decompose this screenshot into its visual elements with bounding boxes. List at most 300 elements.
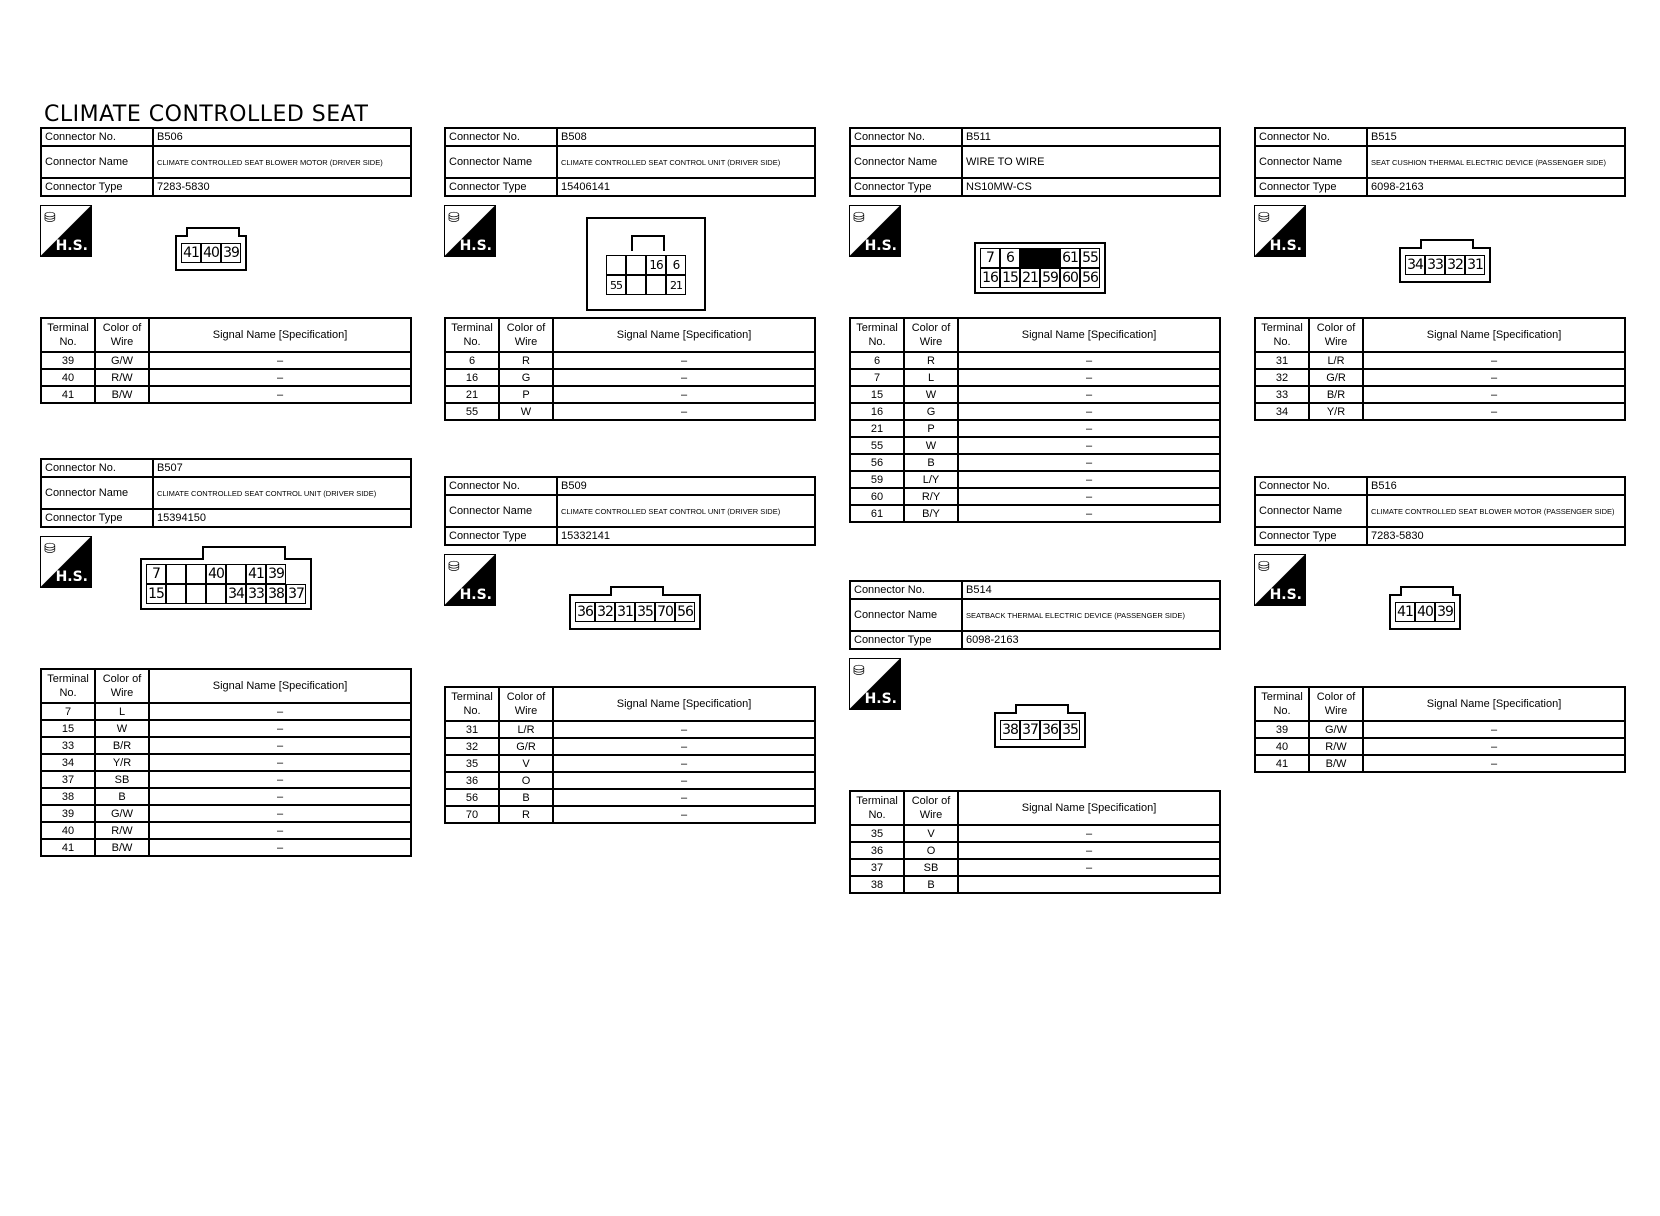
connector-latch [631, 235, 665, 251]
pin-cell: 61 [1060, 248, 1080, 268]
wire-color-cell: B/R [95, 737, 149, 754]
terminal-no-header: Terminal No. [41, 318, 95, 352]
table-row [41, 754, 411, 771]
signal-name-cell: – [958, 386, 1220, 403]
table-row [445, 403, 815, 420]
signal-name-header: Signal Name [Specification] [553, 318, 815, 352]
wire-color-cell: W [904, 386, 958, 403]
terminal-no-header: Terminal No. [1255, 687, 1309, 721]
terminal-table [444, 686, 816, 824]
terminal-no-cell: 32 [445, 738, 499, 755]
connector-block-b516 [1254, 476, 1626, 770]
terminal-no-cell: 59 [850, 471, 904, 488]
pin-cell [1020, 248, 1040, 268]
connector-no-label: Connector No. [850, 128, 962, 146]
pin-cell: 16 [980, 268, 1000, 288]
connector-type-value: 15406141 [557, 178, 815, 196]
terminal-no-cell: 33 [41, 737, 95, 754]
signal-name-cell: – [149, 720, 411, 737]
table-row [850, 471, 1220, 488]
pin-cell: 35 [1060, 720, 1080, 740]
connector-info-table [40, 458, 412, 528]
pin-row [996, 714, 1084, 746]
terminal-no-cell: 32 [1255, 369, 1309, 386]
harness-side-icon [40, 205, 92, 257]
signal-name-cell: – [149, 771, 411, 788]
terminal-no-cell: 35 [850, 825, 904, 842]
signal-name-cell: – [149, 369, 411, 386]
connector-type-label: Connector Type [1255, 527, 1367, 545]
signal-name-cell: – [553, 352, 815, 369]
connector-no-value: B509 [557, 477, 815, 495]
signal-name-cell [958, 876, 1220, 893]
table-row [41, 737, 411, 754]
signal-name-cell: – [958, 369, 1220, 386]
signal-name-cell: – [958, 454, 1220, 471]
table-row [1255, 386, 1625, 403]
pin-cell [606, 255, 626, 275]
connector-no-label: Connector No. [850, 581, 962, 599]
pin-cell: 40 [206, 564, 226, 584]
wire-color-cell: SB [904, 859, 958, 876]
wire-color-cell: G/W [95, 805, 149, 822]
connector-type-value: 7283-5830 [153, 178, 411, 196]
connector-info-table [1254, 476, 1626, 546]
connector-diagram [140, 558, 312, 610]
connector-diagram [569, 594, 701, 630]
pin-cell: 34 [226, 584, 246, 604]
terminal-no-header: Terminal No. [850, 318, 904, 352]
connector-plug-icon: ⛁ [44, 540, 56, 556]
terminal-no-cell: 41 [41, 386, 95, 403]
terminal-no-cell: 15 [41, 720, 95, 737]
connector-name-label: Connector Name [850, 599, 962, 631]
harness-side-icon [444, 205, 496, 257]
signal-name-cell: – [1363, 403, 1625, 420]
color-of-wire-header: Color of Wire [904, 791, 958, 825]
page-title: CLIMATE CONTROLLED SEAT [44, 102, 369, 127]
wire-color-cell: B [95, 788, 149, 805]
wire-color-cell: V [904, 825, 958, 842]
connector-block-b506 [40, 127, 412, 401]
table-row [445, 738, 815, 755]
signal-name-cell: – [149, 839, 411, 856]
pin-row [571, 596, 699, 628]
terminal-no-header: Terminal No. [445, 318, 499, 352]
connector-info-table [849, 580, 1221, 650]
pin-cell: 41 [246, 564, 266, 584]
pin-cell: 6 [1000, 248, 1020, 268]
signal-name-cell: – [149, 737, 411, 754]
table-row [850, 505, 1220, 522]
connector-latch [1420, 239, 1474, 249]
connector-name-label: Connector Name [1255, 146, 1367, 178]
signal-name-cell: – [553, 403, 815, 420]
connector-latch [1400, 586, 1454, 596]
table-row [41, 805, 411, 822]
pin-row [1391, 596, 1459, 628]
terminal-table [1254, 686, 1626, 773]
hs-label: H.S. [55, 569, 88, 585]
pin-cell: 60 [1060, 268, 1080, 288]
terminal-table [40, 668, 412, 857]
table-row [1255, 369, 1625, 386]
harness-side-icon [1254, 554, 1306, 606]
connector-name-value: SEATBACK THERMAL ELECTRIC DEVICE (PASSENGER SIDE) [962, 599, 1220, 631]
table-row [850, 488, 1220, 505]
pin-cell: 21 [1020, 268, 1040, 288]
connector-info-table [40, 127, 412, 197]
table-row [445, 789, 815, 806]
wire-color-cell: SB [95, 771, 149, 788]
hs-label: H.S. [864, 691, 897, 707]
signal-name-cell: – [958, 437, 1220, 454]
connector-plug-icon: ⛁ [448, 209, 460, 225]
signal-name-header: Signal Name [Specification] [553, 687, 815, 721]
pin-row [1401, 249, 1489, 281]
connector-name-value: CLIMATE CONTROLLED SEAT CONTROL UNIT (DRIVER SIDE) [153, 477, 411, 509]
terminal-no-cell: 21 [850, 420, 904, 437]
signal-name-cell: – [149, 703, 411, 720]
terminal-no-cell: 55 [445, 403, 499, 420]
table-row [445, 386, 815, 403]
wire-color-cell: R [904, 352, 958, 369]
table-row [41, 788, 411, 805]
terminal-table [849, 317, 1221, 523]
connector-type-label: Connector Type [850, 178, 962, 196]
signal-name-cell: – [958, 505, 1220, 522]
wire-color-cell: P [499, 386, 553, 403]
pin-cell: 32 [595, 602, 615, 622]
harness-side-icon [40, 536, 92, 588]
wire-color-cell: G [499, 369, 553, 386]
pin-cell [1040, 248, 1060, 268]
connector-no-value: B506 [153, 128, 411, 146]
pin-cell: 6 [666, 255, 686, 275]
signal-name-cell: – [149, 788, 411, 805]
pin-cell: 31 [1465, 255, 1485, 275]
table-row [1255, 403, 1625, 420]
pin-cell: 41 [1395, 602, 1415, 622]
wire-color-cell: P [904, 420, 958, 437]
signal-name-cell: – [1363, 721, 1625, 738]
connector-name-label: Connector Name [850, 146, 962, 178]
signal-name-cell: – [553, 806, 815, 823]
signal-name-cell: – [553, 738, 815, 755]
color-of-wire-header: Color of Wire [95, 318, 149, 352]
terminal-no-cell: 61 [850, 505, 904, 522]
table-row [445, 772, 815, 789]
signal-name-cell: – [149, 822, 411, 839]
wire-color-cell: G [904, 403, 958, 420]
terminal-no-cell: 38 [850, 876, 904, 893]
signal-name-header: Signal Name [Specification] [1363, 318, 1625, 352]
pin-cell: 40 [201, 243, 221, 263]
terminal-no-cell: 41 [1255, 755, 1309, 772]
pin-cell: 7 [146, 564, 166, 584]
harness-side-icon [849, 205, 901, 257]
connector-latch [202, 546, 286, 560]
pin-cell: 39 [1435, 602, 1455, 622]
connector-name-value: WIRE TO WIRE [962, 146, 1220, 178]
wire-color-cell: R [499, 806, 553, 823]
harness-side-icon [444, 554, 496, 606]
connector-diagram [974, 242, 1106, 294]
connector-type-value: 15332141 [557, 527, 815, 545]
pin-cell: 15 [1000, 268, 1020, 288]
pin-cell: 70 [655, 602, 675, 622]
connector-no-label: Connector No. [41, 128, 153, 146]
wire-color-cell: L/R [499, 721, 553, 738]
signal-name-cell: – [958, 403, 1220, 420]
pin-cell: 33 [1425, 255, 1445, 275]
table-row [1255, 352, 1625, 369]
connector-block-b515 [1254, 127, 1626, 418]
table-row [850, 454, 1220, 471]
wire-color-cell: Y/R [1309, 403, 1363, 420]
hs-label: H.S. [459, 587, 492, 603]
table-row [445, 806, 815, 823]
connector-no-label: Connector No. [41, 459, 153, 477]
connector-info-table [849, 127, 1221, 197]
pin-cell: 16 [646, 255, 666, 275]
connector-plug-icon: ⛁ [44, 209, 56, 225]
pin-cell: 39 [221, 243, 241, 263]
wire-color-cell: G/R [499, 738, 553, 755]
table-row [850, 825, 1220, 842]
color-of-wire-header: Color of Wire [499, 318, 553, 352]
connector-plug-icon: ⛁ [448, 558, 460, 574]
connector-plug-icon: ⛁ [1258, 558, 1270, 574]
terminal-no-cell: 37 [850, 859, 904, 876]
hs-label: H.S. [864, 238, 897, 254]
connector-type-label: Connector Type [445, 527, 557, 545]
connector-no-value: B511 [962, 128, 1220, 146]
pin-cell [626, 275, 646, 295]
pin-row-top [976, 244, 1104, 268]
terminal-table [40, 317, 412, 404]
connector-no-label: Connector No. [1255, 477, 1367, 495]
connector-type-label: Connector Type [850, 631, 962, 649]
pin-cell: 37 [1020, 720, 1040, 740]
wire-color-cell: B/W [95, 839, 149, 856]
signal-name-cell: – [553, 772, 815, 789]
pin-cell: 55 [1080, 248, 1100, 268]
pin-row-top [606, 255, 686, 275]
wire-color-cell: R/Y [904, 488, 958, 505]
table-row [41, 839, 411, 856]
pin-cell: 35 [635, 602, 655, 622]
pin-cell: 39 [266, 564, 286, 584]
connector-info-table [444, 476, 816, 546]
signal-name-cell: – [149, 805, 411, 822]
connector-no-label: Connector No. [445, 128, 557, 146]
terminal-no-header: Terminal No. [1255, 318, 1309, 352]
pin-row [177, 237, 245, 269]
connector-name-label: Connector Name [41, 146, 153, 178]
pin-cell: 34 [1405, 255, 1425, 275]
connector-diagram [175, 235, 247, 271]
signal-name-cell: – [1363, 386, 1625, 403]
signal-name-cell: – [958, 420, 1220, 437]
signal-name-cell: – [958, 842, 1220, 859]
table-row [41, 386, 411, 403]
pin-cell [186, 564, 206, 584]
terminal-no-cell: 37 [41, 771, 95, 788]
pin-cell [646, 275, 666, 295]
pin-cell: 55 [606, 275, 626, 295]
connector-name-value: CLIMATE CONTROLLED SEAT CONTROL UNIT (DRIVER SIDE) [557, 146, 815, 178]
terminal-no-cell: 38 [41, 788, 95, 805]
connector-diagram [1389, 594, 1461, 630]
wire-color-cell: L [904, 369, 958, 386]
terminal-no-cell: 34 [1255, 403, 1309, 420]
wire-color-cell: Y/R [95, 754, 149, 771]
wire-color-cell: G/R [1309, 369, 1363, 386]
table-row [1255, 755, 1625, 772]
connector-type-label: Connector Type [41, 178, 153, 196]
table-row [41, 369, 411, 386]
pin-row-bottom [976, 268, 1104, 292]
signal-name-cell: – [1363, 738, 1625, 755]
wire-color-cell: B [904, 876, 958, 893]
terminal-no-cell: 21 [445, 386, 499, 403]
connector-name-value: CLIMATE CONTROLLED SEAT BLOWER MOTOR (DRIVER SIDE) [153, 146, 411, 178]
pin-cell: 21 [666, 275, 686, 295]
connector-type-value: 7283-5830 [1367, 527, 1625, 545]
pin-cell [226, 564, 246, 584]
pin-cell: 36 [1040, 720, 1060, 740]
signal-name-header: Signal Name [Specification] [1363, 687, 1625, 721]
connector-block-b511 [849, 127, 1221, 520]
connector-block-b509 [444, 476, 816, 821]
connector-name-label: Connector Name [41, 477, 153, 509]
pin-cell: 7 [980, 248, 1000, 268]
terminal-no-cell: 6 [850, 352, 904, 369]
wire-color-cell: B [499, 789, 553, 806]
table-row [41, 352, 411, 369]
table-row [445, 352, 815, 369]
pin-cell [206, 584, 226, 604]
wire-color-cell: R/W [95, 822, 149, 839]
connector-block-b507 [40, 458, 412, 854]
wire-color-cell: W [95, 720, 149, 737]
terminal-table [1254, 317, 1626, 421]
table-row [850, 369, 1220, 386]
terminal-no-cell: 70 [445, 806, 499, 823]
pin-cell: 33 [246, 584, 266, 604]
pin-cell: 56 [1080, 268, 1100, 288]
terminal-no-cell: 39 [41, 805, 95, 822]
wire-color-cell: L/R [1309, 352, 1363, 369]
wire-color-cell: O [904, 842, 958, 859]
wire-color-cell: G/W [1309, 721, 1363, 738]
pin-row-top [142, 560, 310, 584]
terminal-no-cell: 39 [41, 352, 95, 369]
terminal-no-cell: 16 [445, 369, 499, 386]
hs-label: H.S. [1269, 238, 1302, 254]
signal-name-cell: – [958, 488, 1220, 505]
terminal-no-cell: 56 [850, 454, 904, 471]
connector-no-value: B514 [962, 581, 1220, 599]
color-of-wire-header: Color of Wire [499, 687, 553, 721]
signal-name-cell: – [553, 789, 815, 806]
pin-row-bottom [142, 584, 310, 608]
signal-name-cell: – [553, 721, 815, 738]
table-row [445, 755, 815, 772]
table-row [850, 859, 1220, 876]
pin-cell: 38 [266, 584, 286, 604]
signal-name-header: Signal Name [Specification] [958, 791, 1220, 825]
connector-type-value: 15394150 [153, 509, 411, 527]
terminal-no-cell: 56 [445, 789, 499, 806]
wire-color-cell: B/W [95, 386, 149, 403]
signal-name-cell: – [149, 352, 411, 369]
table-row [850, 403, 1220, 420]
table-row [850, 876, 1220, 893]
hs-label: H.S. [459, 238, 492, 254]
signal-name-cell: – [958, 825, 1220, 842]
connector-diagram [586, 217, 706, 311]
wire-color-cell: B/Y [904, 505, 958, 522]
signal-name-cell: – [1363, 755, 1625, 772]
table-row [850, 420, 1220, 437]
pin-cell: 59 [1040, 268, 1060, 288]
terminal-no-cell: 34 [41, 754, 95, 771]
terminal-no-cell: 31 [1255, 352, 1309, 369]
connector-name-value: CLIMATE CONTROLLED SEAT CONTROL UNIT (DRIVER SIDE) [557, 495, 815, 527]
color-of-wire-header: Color of Wire [95, 669, 149, 703]
pin-cell: 31 [615, 602, 635, 622]
wire-color-cell: V [499, 755, 553, 772]
connector-block-b508 [444, 127, 816, 418]
pin-cell: 32 [1445, 255, 1465, 275]
terminal-no-cell: 40 [41, 369, 95, 386]
harness-side-icon [1254, 205, 1306, 257]
connector-latch [610, 586, 664, 596]
terminal-no-cell: 31 [445, 721, 499, 738]
connector-type-value: 6098-2163 [962, 631, 1220, 649]
wire-color-cell: R/W [95, 369, 149, 386]
connector-diagram [1399, 247, 1491, 283]
connector-info-table [444, 127, 816, 197]
signal-name-cell: – [1363, 369, 1625, 386]
table-row [850, 437, 1220, 454]
connector-type-label: Connector Type [445, 178, 557, 196]
connector-type-value: NS10MW-CS [962, 178, 1220, 196]
table-row [1255, 721, 1625, 738]
harness-side-icon [849, 658, 901, 710]
pin-cell [186, 584, 206, 604]
pin-cell: 37 [286, 584, 306, 604]
table-row [41, 822, 411, 839]
connector-name-value: SEAT CUSHION THERMAL ELECTRIC DEVICE (PASSENGER SIDE) [1367, 146, 1625, 178]
table-row [445, 721, 815, 738]
signal-name-cell: – [553, 755, 815, 772]
terminal-no-cell: 40 [41, 822, 95, 839]
pin-cell: 40 [1415, 602, 1435, 622]
terminal-no-cell: 33 [1255, 386, 1309, 403]
table-row [850, 352, 1220, 369]
connector-type-label: Connector Type [41, 509, 153, 527]
terminal-no-cell: 39 [1255, 721, 1309, 738]
pin-cell: 38 [1000, 720, 1020, 740]
table-row [850, 386, 1220, 403]
terminal-no-cell: 7 [41, 703, 95, 720]
connector-no-value: B507 [153, 459, 411, 477]
connector-diagram [994, 712, 1086, 748]
hs-label: H.S. [55, 238, 88, 254]
